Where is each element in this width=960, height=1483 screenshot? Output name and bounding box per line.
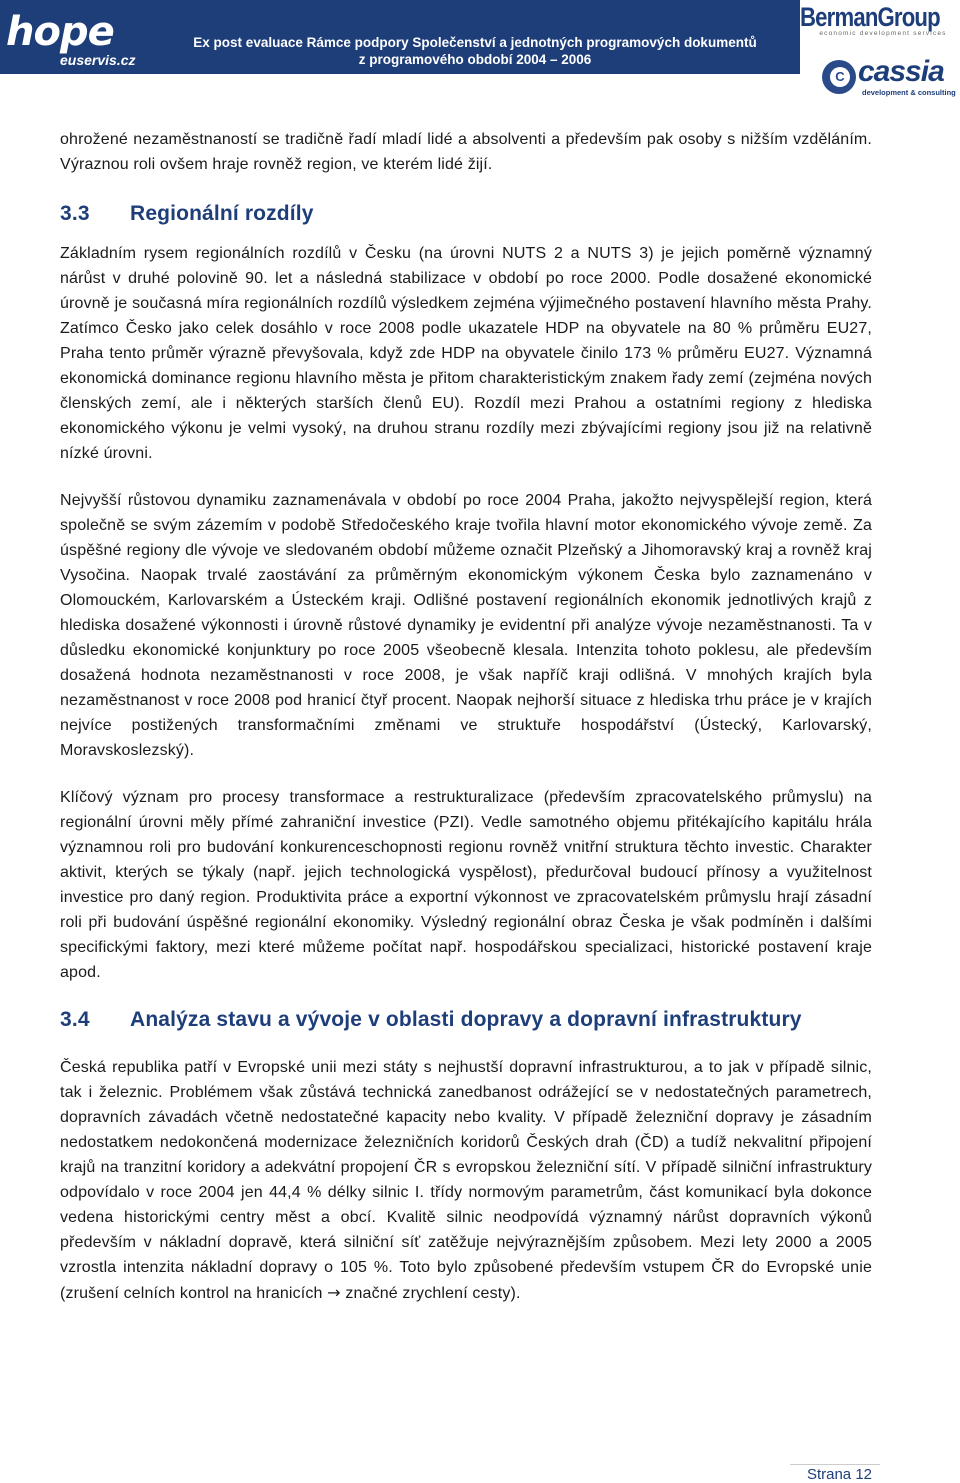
document-title-line1: Ex post evaluace Rámce podpory Společenství a jednotných programových dokumentů [193, 35, 757, 50]
cassia-logo-text: cassia [858, 55, 944, 88]
page-header [0, 0, 960, 100]
hope-logo-text: hope [6, 9, 114, 55]
cassia-logo-icon [822, 60, 856, 94]
cassia-logo-mark: C [830, 67, 850, 87]
paragraph-regional-1: Základním rysem regionálních rozdílů v Česku (na úrovni NUTS 2 a NUTS 3) je jejich poměrně významný nárůst v druhé polovině 90. let a následná stabilizace v období po roce 2000. Podle dosažené ekonomické úrovně je současná míra regionálních rozdílů výsledkem zejména výjimečného postavení hlavního města Prahy. Zatímco Česko jako celek dosáhlo v roce 2008 podle ukazatele HDP na obyvatele na 80 % průměru EU27, Praha tento průměr výrazně převyšovala, když zde HDP na obyvatele činilo 173 % průměru EU27. Významná ekonomická dominance regionu hlavního města je přitom charakteristickým znakem řady zemí (zejména nových členských zemí, ale i některých starších členů EU). Rozdíl mezi Prahou a ostatními regiony z hlediska ekonomického výkonu je velmi vysoký, na druhou stranu rozdíly mezi zbývajícími regiony jsou již na relativně nízké úrovni. [60, 245, 872, 462]
paragraph-transport [60, 1055, 872, 1306]
arrow-right-icon: → [327, 1283, 341, 1302]
section-heading-3-4 [60, 1007, 872, 1033]
document-title-line2: z programového období 2004 – 2006 [358, 52, 592, 67]
page-number: Strana 12 [806, 1466, 872, 1483]
section-heading-3-3 [60, 201, 872, 227]
section-number: 3.3 [60, 202, 90, 225]
paragraph-regional-2: Nejvyšší růstovou dynamiku zaznamenávala v období po roce 2004 Praha, jakožto nejvyspělejší region, která společně se svým zázemím v podobě Středočeského kraje tvořila hlavní motor ekonomického vývoje země. Za úspěšné regiony dle vývoje ve sledovaném období můžeme označit Plzeňský a Jihomoravský kraj a rovněž kraj Vysočina. Naopak trvalé zaostávání za průměrným ekonomickým výkonem Česka bylo zaznamenáno v Olomouckém, Karlovarském a Ústeckém kraji. Odlišné postavení regionálních ekonomik jednotlivých krajů z hlediska dosažené výkonnosti i úrovně růstové dynamiky je evidentní při analýze vývoje nezaměstnanosti. Ta v důsledku ekonomické konjunktury po roce 2005 všeobecně klesala. Intenzita tohoto poklesu, ale především dosažená hodnota nezaměstnanosti v roce 2008, je však napříč kraji odlišná. V mnohých krajích byla nezaměstnanost v roce 2008 pod hranicí čtyř procent. Naopak nejhorší situace z hlediska trhu práce je v krajích nejvíce postižených transformačními změnami ve struktuře hospodářství (Ústecký, Karlovarský, Moravskoslezský). [60, 492, 872, 759]
cassia-logo-subtext: development & consulting [862, 88, 956, 97]
paragraph-regional-3: Klíčový význam pro procesy transformace a restrukturalizace (především zpracovatelského průmyslu) na regionální úrovni měly přímé zahraniční investice (PZI). Vedle samotného objemu přitékajícího kapitálu hrála významnou roli pro budování konkurenceschopnosti regionu rovněž vnitřní struktura těchto investic. Charakter aktivit, kterých se týkaly (např. jejich technologická vyspělost), předurčoval budoucí přínosy a využitelnost investice pro daný region. Produktivita práce a exportní výkonnost ve zpracovatelském průmyslu hrají zásadní roli při budování úspěšné regionální ekonomiky. Výsledný regionální obraz Česka je však podmíněn i dalšími specifickými faktory, mezi které můžeme počítat např. hospodářskou specializaci, historické postavení kraje apod. [60, 789, 872, 981]
paragraph-intro: ohrožené nezaměstnaností se tradičně řadí mladí lidé a absolventi a především pak osoby s nižším vzděláním. Výraznou roli ovšem hraje rovněž region, ve kterém lidé žijí. [60, 131, 872, 173]
footer-divider [790, 1464, 880, 1465]
bermangroup-logo [800, 2, 958, 37]
section-title: Analýza stavu a vývoje v oblasti dopravy a dopravní infrastruktury [130, 1008, 802, 1031]
section-title: Regionální rozdíly [130, 202, 314, 225]
paragraph-transport-text: Česká republika patří v Evropské unii mezi státy s nejhustší dopravní infrastrukturou, a to jak v případě silnic, tak i železnic. Problémem však zůstává technická zanedbanost odrážející se v nedostatečných parametrech, dopravních závadách včetně nedostatečné kapacity nebo kvality. V případě železniční dopravy je zásadním nedostatkem nedokončená modernizace železničních koridorů Českých drah (ČD) a tudíž nekvalitní připojení krajů na tranzitní koridory a adekvátní propojení ČR s evropskou železniční sítí. V případě silniční infrastruktury odpovídalo v roce 2004 jen 44,4 % délky silnic I. třídy normovým parametrům, část komunikací byla dokonce vedena historickými centry měst a obcí. Kvalitě silnic neodpovídá významný nárůst dopravních výkonů především v nákladní dopravě, která silniční síť zatěžuje nejvýraznějším způsobem. Mezi lety 2000 a 2005 vzrostla intenzita nákladní dopravy o 105 %. Toto bylo způsobené především vstupem ČR do Evropské unie (zrušení celních kontrol na hranicích [60, 1059, 872, 1302]
document-title [160, 34, 790, 68]
paragraph-transport-text-end: značné zrychlení cesty). [340, 1285, 521, 1302]
bermangroup-logo-text: BermanGroup [800, 2, 940, 32]
document-body [60, 127, 872, 1306]
cassia-logo [820, 54, 960, 100]
section-number: 3.4 [60, 1008, 90, 1031]
bermangroup-logo-tagline: economic development services [819, 30, 947, 37]
hope-logo-subtext: euservis.cz [60, 52, 136, 68]
hope-logo [6, 10, 156, 70]
